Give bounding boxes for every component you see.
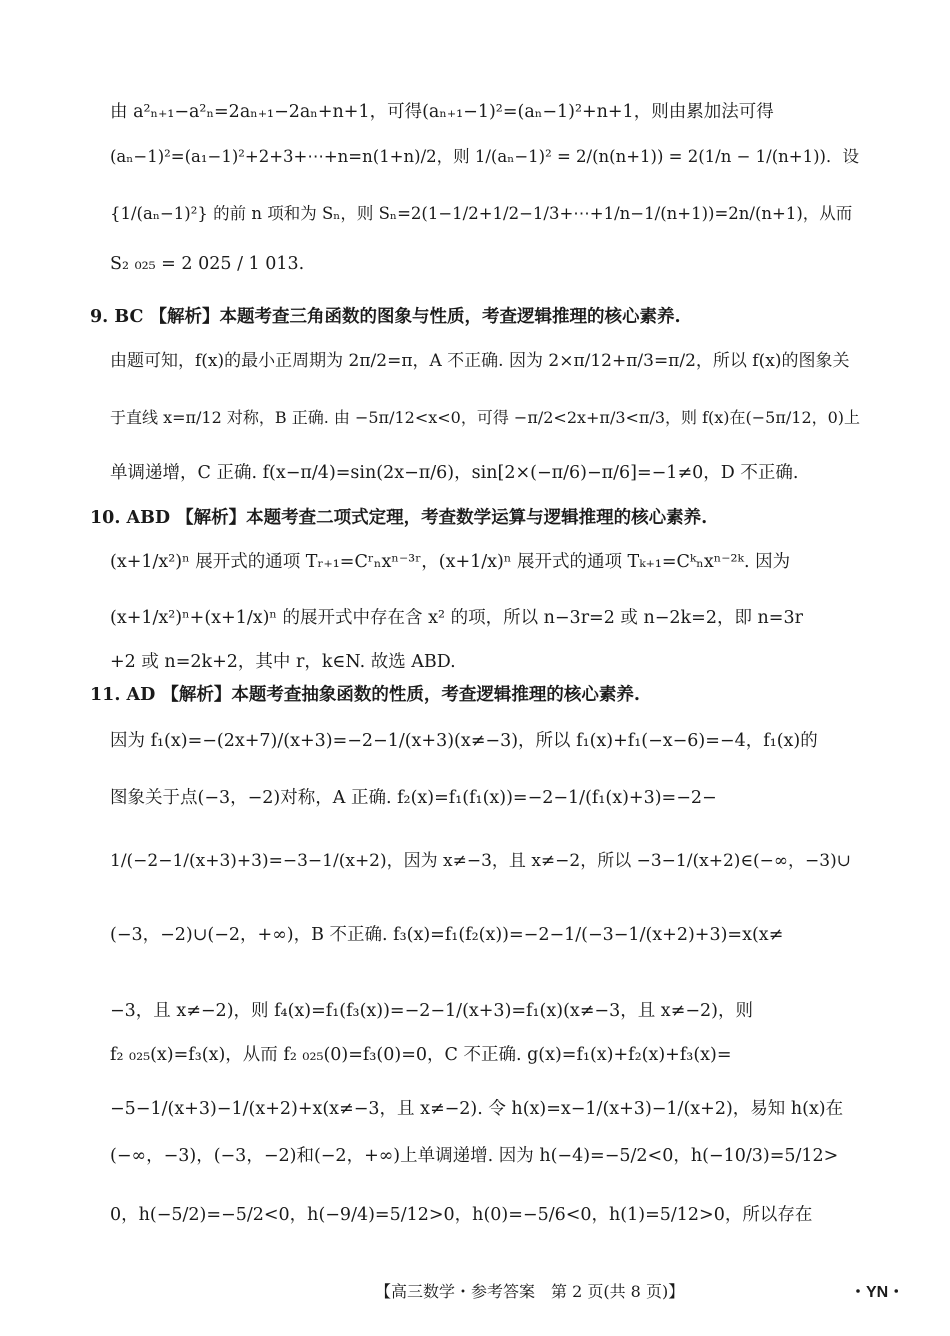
text-line-1: 由 a²ₙ₊₁−a²ₙ=2aₙ₊₁−2aₙ+n+1，可得(aₙ₊₁−1)²=(aₙ−1)²+n+1，则由累加法可得 <box>110 102 774 122</box>
text-line-15: 图象关于点(−3，−2)对称，A 正确. f₂(x)=f₁(f₁(x))=−2−1/(f₁(x)+3)=−2− <box>110 788 717 808</box>
text-line-7: 于直线 x=π/12 对称，B 正确. 由 −5π/12<x<0，可得 −π/2<2x+π/3<π/3，则 f(x)在(−5π/12，0)上 <box>110 408 861 427</box>
text-line-2: (aₙ−1)²=(a₁−1)²+2+3+⋯+n=n(1+n)/2，则 1/(aₙ−1)² = 2/(n(n+1)) = 2(1/n − 1/(n+1))．设 <box>110 147 859 166</box>
text-line-14: 因为 f₁(x)=−(2x+7)/(x+3)=−2−1/(x+3)(x≠−3)，所以 f₁(x)+f₁(−x−6)=−4，f₁(x)的 <box>110 731 818 751</box>
text-line-19: f₂ ₀₂₅(x)=f₃(x)，从而 f₂ ₀₂₅(0)=f₃(0)=0，C 不正确. g(x)=f₁(x)+f₂(x)+f₃(x)= <box>110 1045 732 1065</box>
text-line-3: {1/(aₙ−1)²} 的前 n 项和为 Sₙ，则 Sₙ=2(1−1/2+1/2−1/3+⋯+1/n−1/(n+1))=2n/(n+1)，从而 <box>110 204 853 223</box>
text-line-11: (x+1/x²)ⁿ+(x+1/x)ⁿ 的展开式中存在含 x² 的项，所以 n−3r=2 或 n−2k=2，即 n=3r <box>110 608 803 628</box>
text-line-16: 1/(−2−1/(x+3)+3)=−3−1/(x+2)，因为 x≠−3，且 x≠−2，所以 −3−1/(x+2)∈(−∞，−3)∪ <box>110 851 851 871</box>
text-line-6: 由题可知，f(x)的最小正周期为 2π/2=π，A 不正确. 因为 2×π/12+π/3=π/2，所以 f(x)的图象关 <box>110 351 850 371</box>
text-line-12: +2 或 n=2k+2，其中 r，k∈N. 故选 ABD. <box>110 652 456 672</box>
question-9-heading: 9. BC 【解析】本题考查三角函数的图象与性质，考查逻辑推理的核心素养. <box>90 307 681 327</box>
text-line-21: (−∞，−3)，(−3，−2)和(−2，+∞)上单调递增. 因为 h(−4)=−5/2<0，h(−10/3)=5/12> <box>110 1146 839 1166</box>
text-line-17: (−3，−2)∪(−2，+∞)，B 不正确. f₃(x)=f₁(f₂(x))=−2−1/(−3−1/(x+2)+3)=x(x≠ <box>110 925 784 945</box>
footer-region-code: ・YN・ <box>850 1284 905 1301</box>
text-line-8: 单调递增，C 正确. f(x−π/4)=sin(2x−π/6)，sin[2×(−π/6)−π/6]=−1≠0，D 不正确. <box>110 463 799 483</box>
question-10-heading: 10. ABD 【解析】本题考查二项式定理，考查数学运算与逻辑推理的核心素养. <box>90 508 708 528</box>
footer-page-info: 【高三数学・参考答案 第 2 页(共 8 页)】 <box>375 1282 685 1301</box>
text-line-18: −3，且 x≠−2)，则 f₄(x)=f₁(f₃(x))=−2−1/(x+3)=f₁(x)(x≠−3，且 x≠−2)，则 <box>110 1001 753 1021</box>
text-line-10: (x+1/x²)ⁿ 展开式的通项 Tᵣ₊₁=Cʳₙxⁿ⁻³ʳ，(x+1/x)ⁿ 展开式的通项 Tₖ₊₁=Cᵏₙxⁿ⁻²ᵏ. 因为 <box>110 552 791 572</box>
question-11-heading: 11. AD 【解析】本题考查抽象函数的性质，考查逻辑推理的核心素养. <box>90 685 640 705</box>
text-line-20: −5−1/(x+3)−1/(x+2)+x(x≠−3，且 x≠−2). 令 h(x)=x−1/(x+3)−1/(x+2)，易知 h(x)在 <box>110 1099 844 1119</box>
text-line-4: S₂ ₀₂₅ = 2 025 / 1 013. <box>110 254 305 274</box>
text-line-22: 0，h(−5/2)=−5/2<0，h(−9/4)=5/12>0，h(0)=−5/6<0，h(1)=5/12>0，所以存在 <box>110 1205 813 1225</box>
